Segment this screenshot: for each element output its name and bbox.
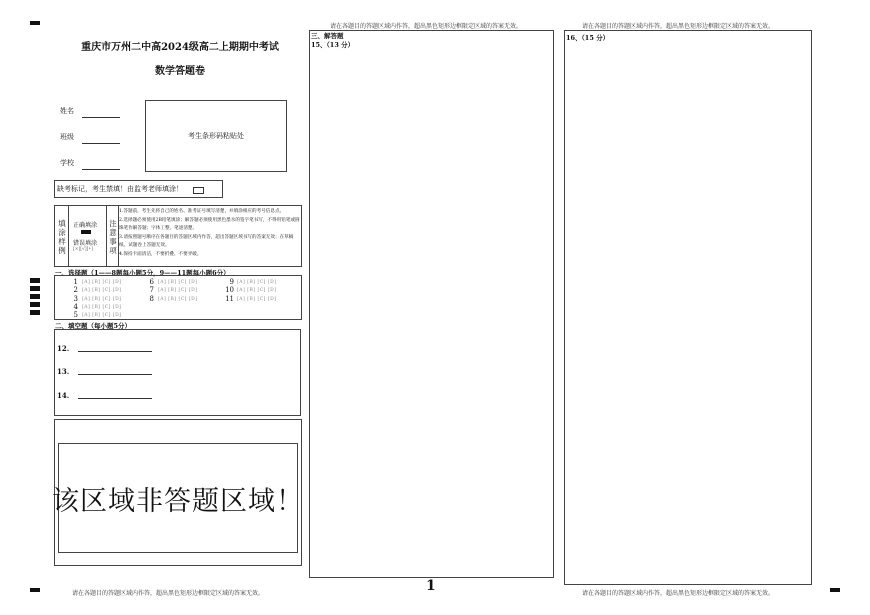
fill-answer-line[interactable] bbox=[78, 351, 152, 352]
correct-fill-label: 正确填涂 bbox=[73, 222, 98, 229]
choice-options[interactable]: [A] [B] [C] [D] bbox=[82, 305, 122, 310]
absent-mark-box bbox=[54, 180, 223, 198]
notice-heading: 注意事项 bbox=[109, 219, 117, 255]
barcode-label: 考生条形码粘贴处 bbox=[188, 132, 244, 140]
class-label: 班级 bbox=[60, 133, 74, 141]
name-label: 姓名 bbox=[60, 107, 74, 115]
question-number: 5 bbox=[73, 311, 78, 319]
footer-note-col1: 请在各题目的答题区域内作答，超出黑色矩形边框限定区域的答案无效。 bbox=[72, 590, 265, 597]
choice-options[interactable]: [A] [B] [C] [D] bbox=[237, 288, 277, 293]
choice-options[interactable]: [A] [B] [C] [D] bbox=[237, 297, 277, 302]
answer-box-15[interactable] bbox=[309, 30, 554, 578]
fill-answer-line[interactable] bbox=[78, 398, 152, 399]
question-number: 6 bbox=[149, 278, 154, 286]
section1-title: 一、选择题（1——8题每小题5分，9——11题每小题6分） bbox=[55, 269, 230, 277]
question-number: 2 bbox=[73, 286, 78, 294]
wrong-fill-label: 错误填涂 bbox=[73, 240, 98, 247]
timing-mark bbox=[30, 302, 40, 307]
fill-question-number: 12. bbox=[57, 344, 70, 353]
school-label: 学校 bbox=[60, 159, 74, 167]
question-15-label: 15、（13 分） bbox=[311, 41, 355, 49]
correct-fill-mark bbox=[81, 230, 91, 234]
question-number: 3 bbox=[73, 295, 78, 303]
choice-options[interactable]: [A] [B] [C] [D] bbox=[82, 297, 122, 302]
question-number: 11 bbox=[225, 295, 234, 303]
footer-note-col3: 请在各题目的答题区域内作答，超出黑色矩形边框限定区域的答案无效。 bbox=[582, 590, 775, 597]
answer-box-16[interactable] bbox=[564, 30, 812, 585]
notice-item: 3.请按照题号顺序在各题目的答题区域内作答，超出答题区域书写的答案无效；在草稿纸、试题卷上答题无效。 bbox=[119, 234, 294, 248]
choice-options[interactable]: [A] [B] [C] [D] bbox=[237, 280, 277, 285]
question-number: 1 bbox=[73, 278, 78, 286]
corner-mark-top-left bbox=[30, 21, 40, 25]
page-number: 1 bbox=[426, 578, 436, 594]
choice-options[interactable]: [A] [B] [C] [D] bbox=[82, 313, 122, 318]
sheet-subtitle: 数学答题卷 bbox=[155, 66, 205, 77]
section3-title: 三、解答题 bbox=[311, 32, 344, 40]
non-answer-text: 该区域非答题区域！ bbox=[52, 485, 304, 517]
exam-title: 重庆市万州二中高2024级高二上期期中考试 bbox=[81, 42, 279, 53]
timing-mark bbox=[30, 286, 40, 291]
corner-mark-bottom-right bbox=[830, 588, 840, 592]
wrong-fill-marks: [×][√][•] bbox=[73, 247, 93, 252]
notice-text bbox=[119, 208, 301, 259]
header-note-col2: 请在各题目的答题区域内作答，超出黑色矩形边框限定区域的答案无效。 bbox=[330, 23, 523, 30]
header-note-col3: 请在各题目的答题区域内作答，超出黑色矩形边框限定区域的答案无效。 bbox=[582, 23, 775, 30]
choice-options[interactable]: [A] [B] [C] [D] bbox=[82, 288, 122, 293]
absent-label: 缺考标记，考生禁填！由监考老师填涂！ bbox=[57, 185, 183, 193]
class-field[interactable] bbox=[82, 143, 120, 144]
question-number: 8 bbox=[149, 295, 154, 303]
choice-options[interactable]: [A] [B] [C] [D] bbox=[82, 280, 122, 285]
question-number: 4 bbox=[73, 303, 78, 311]
notice-item: 4.保持卡面清洁，不要折叠、不要弄破。 bbox=[119, 251, 202, 257]
question-number: 9 bbox=[229, 278, 234, 286]
non-answer-inner-box bbox=[52, 443, 304, 553]
name-field[interactable] bbox=[82, 117, 120, 118]
timing-mark bbox=[30, 310, 40, 315]
divider bbox=[68, 205, 69, 267]
timing-mark bbox=[30, 278, 40, 283]
divider bbox=[106, 205, 107, 267]
absent-checkbox[interactable] bbox=[193, 187, 204, 194]
question-16-label: 16、（15 分） bbox=[566, 34, 610, 42]
choice-options[interactable]: [A] [B] [C] [D] bbox=[158, 280, 198, 285]
fill-sample-heading: 填涂样例 bbox=[58, 219, 66, 255]
timing-mark bbox=[30, 294, 40, 299]
barcode-area bbox=[145, 100, 287, 172]
corner-mark-bottom-left bbox=[30, 588, 40, 592]
section2-box bbox=[54, 329, 301, 416]
notice-item: 2.选择题必须使用2B铅笔填涂；解答题必须使用黑色墨水的签字笔书写，不得用铅笔或圆珠笔作解答题；字体工整，笔迹清楚。 bbox=[119, 217, 300, 231]
choice-options[interactable]: [A] [B] [C] [D] bbox=[158, 288, 198, 293]
choice-options[interactable]: [A] [B] [C] [D] bbox=[158, 297, 198, 302]
fill-answer-line[interactable] bbox=[78, 374, 152, 375]
section2-title: 二、填空题（每小题5分） bbox=[55, 322, 132, 330]
fill-question-number: 13. bbox=[57, 367, 70, 376]
school-field[interactable] bbox=[82, 169, 120, 170]
question-number: 10 bbox=[225, 286, 234, 294]
fill-question-number: 14. bbox=[57, 391, 70, 400]
notice-item: 1.答题前，考生先将自己的姓名、准考证号填写清楚，并填涂相应的考号信息点。 bbox=[119, 209, 285, 214]
question-number: 7 bbox=[149, 286, 154, 294]
